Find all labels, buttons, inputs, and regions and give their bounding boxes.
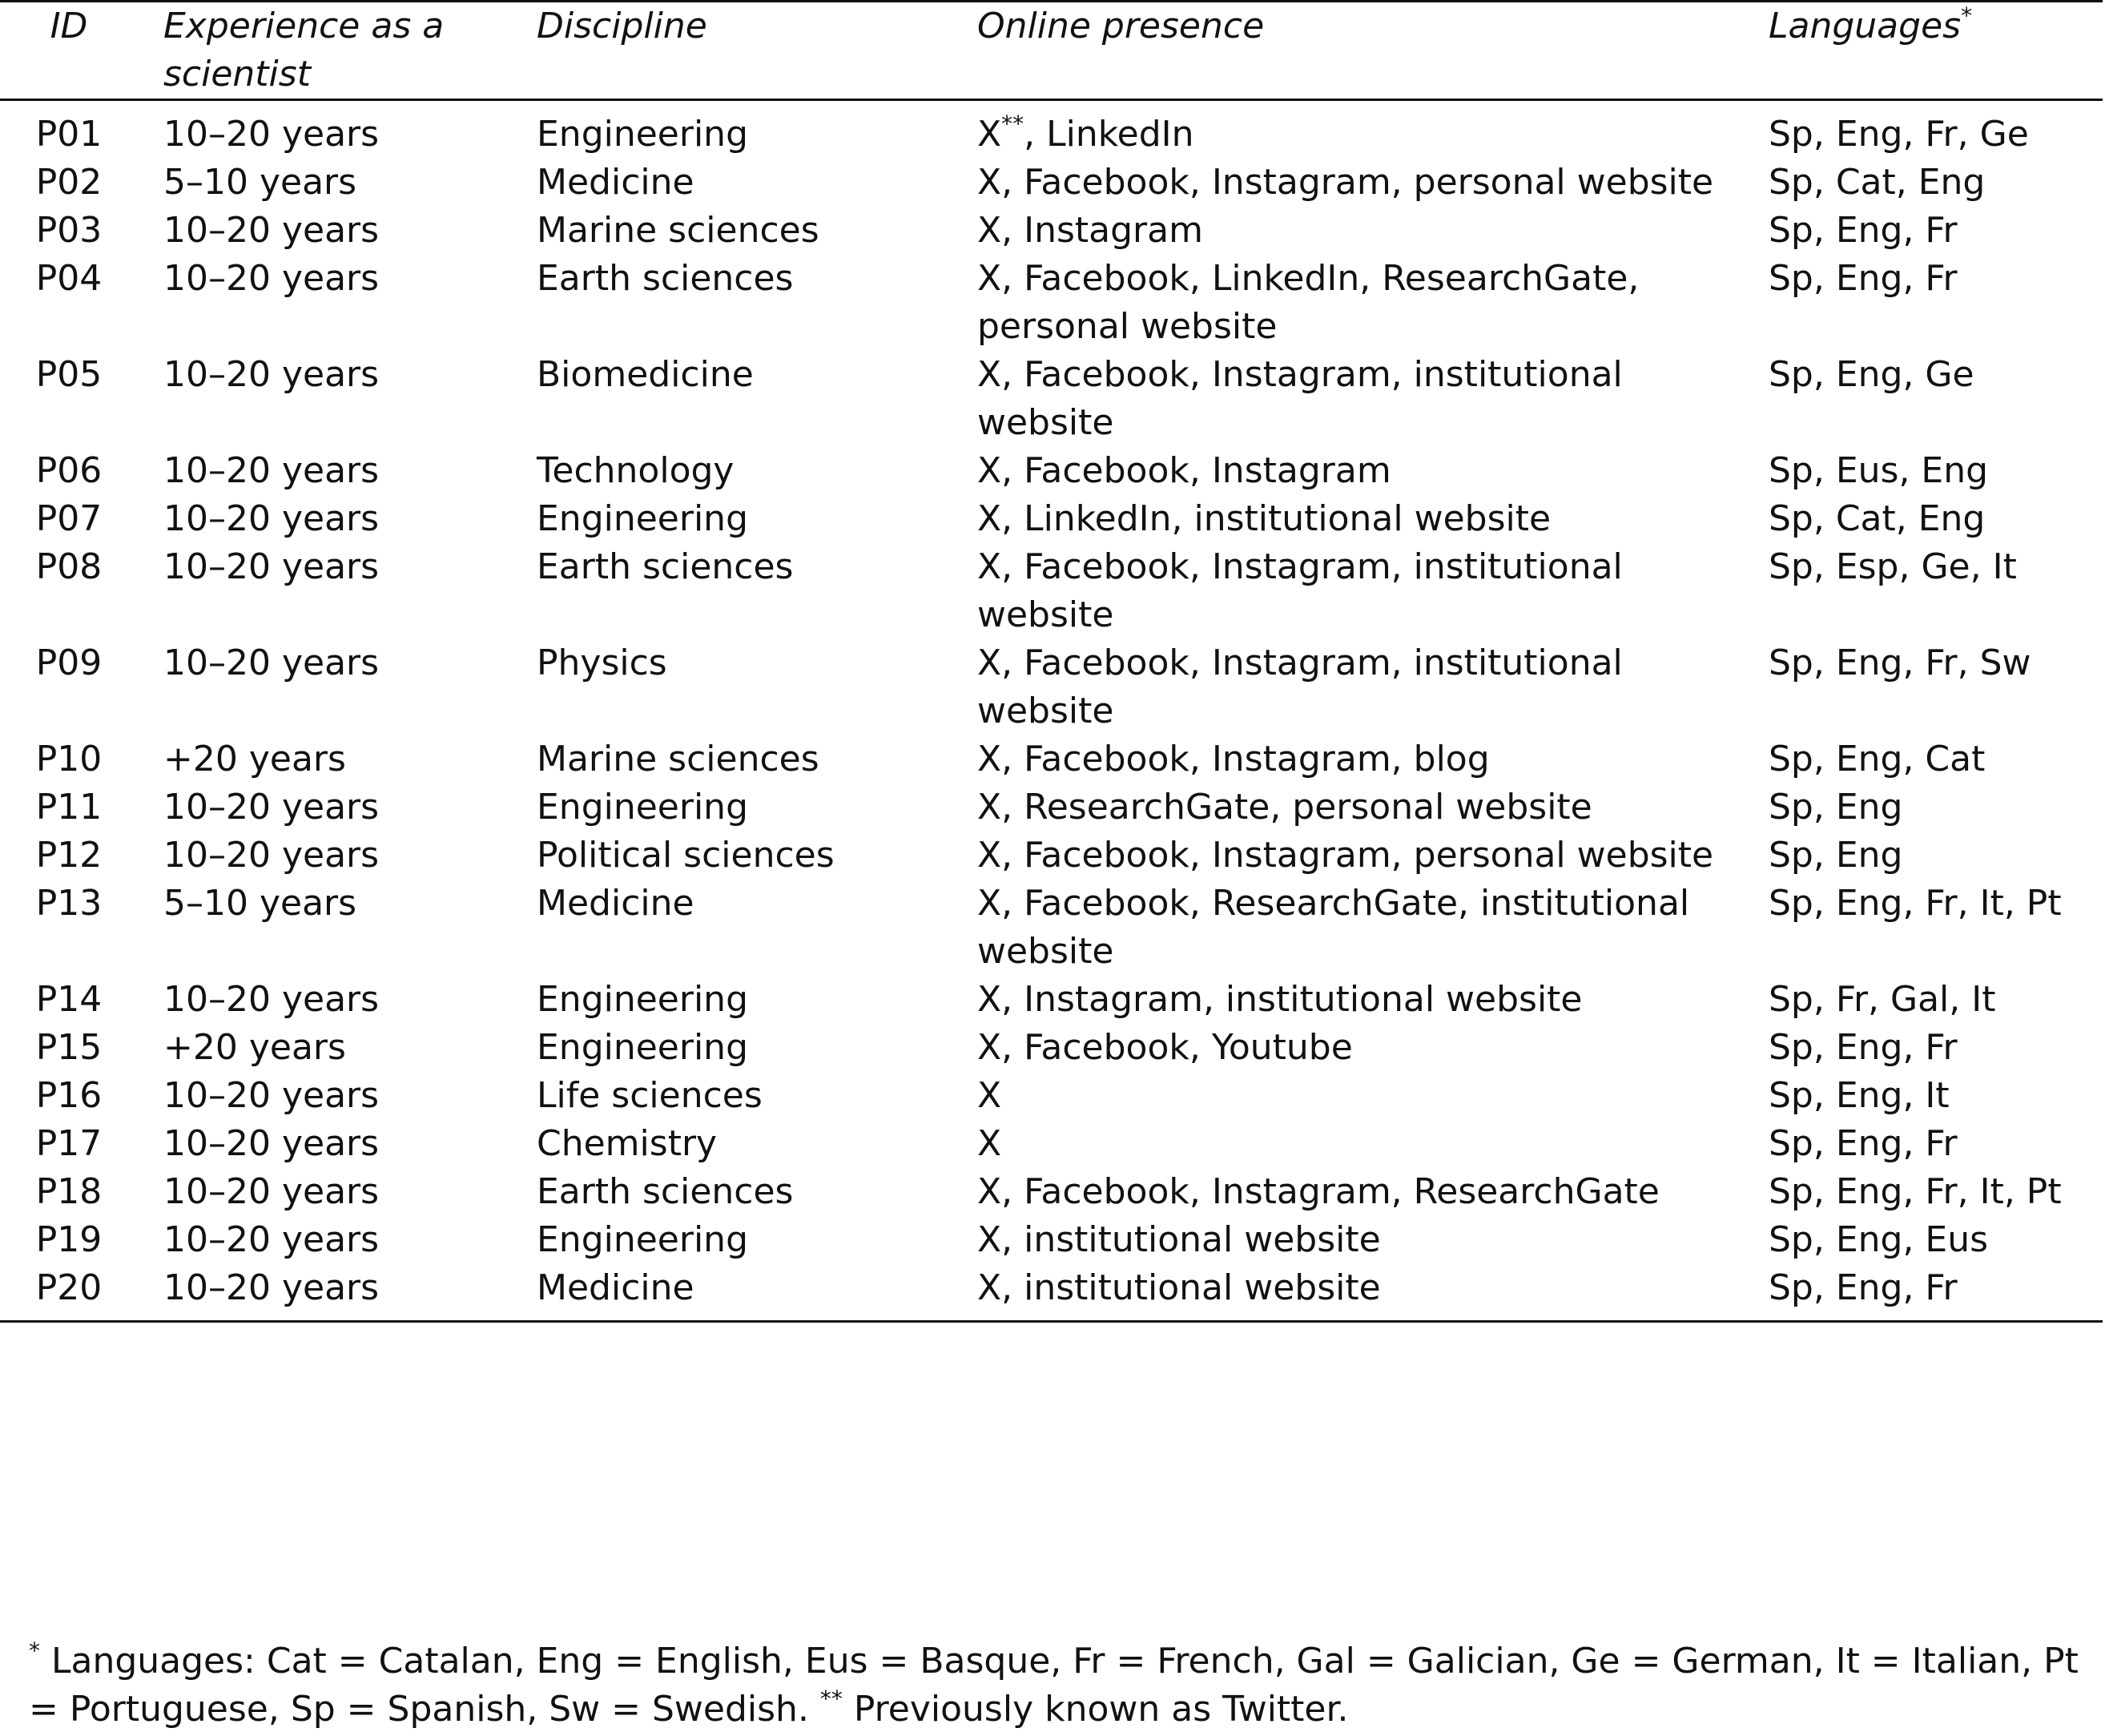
online-presence-text: X, institutional website [977, 1267, 1381, 1308]
cell-online-presence [977, 1168, 1769, 1216]
cell-discipline: Medicine [537, 883, 694, 924]
footnote-text-twitter: Previously known as Twitter. [842, 1689, 1349, 1730]
cell-experience: 10–20 years [163, 642, 380, 683]
cell-experience: 10–20 years [163, 1075, 380, 1116]
header-online-presence: Online presence [977, 6, 1265, 46]
table-row [0, 1024, 2103, 1072]
cell-discipline: Biomedicine [537, 354, 754, 395]
cell-online-presence [977, 735, 1769, 783]
cell-languages: Sp, Cat, Eng [1769, 498, 1986, 539]
cell-online-presence [977, 543, 1769, 639]
online-presence-text: X, Facebook, LinkedIn, ResearchGate, personal website [977, 258, 1640, 347]
header-row [0, 2, 2103, 100]
cell-experience: 5–10 years [163, 162, 357, 203]
online-presence-text: X [977, 1123, 1002, 1164]
table-footnote [29, 1637, 2079, 1734]
cell-languages: Sp, Fr, Gal, It [1769, 979, 1996, 1020]
cell-experience: 10–20 years [163, 979, 380, 1020]
table-row [0, 1120, 2103, 1168]
cell-id: P04 [35, 258, 103, 299]
cell-id: P03 [35, 210, 103, 251]
cell-languages: Sp, Eng [1769, 787, 1903, 828]
cell-languages: Sp, Eng, Fr, It, Pt [1769, 1171, 2062, 1212]
cell-id: P16 [35, 1075, 103, 1116]
cell-discipline: Engineering [537, 1027, 748, 1068]
cell-id: P19 [35, 1219, 103, 1260]
cell-discipline: Engineering [537, 1219, 748, 1260]
footnote-marker-1: * [29, 1637, 40, 1664]
cell-online-presence [977, 783, 1769, 832]
cell-languages: Sp, Cat, Eng [1769, 162, 1986, 203]
cell-languages: Sp, Esp, Ge, It [1769, 546, 2017, 587]
cell-languages: Sp, Eng, Fr, Sw [1769, 642, 2031, 683]
cell-online-presence [977, 639, 1769, 735]
online-presence-text: X, Instagram, institutional website [977, 979, 1583, 1020]
cell-id: P14 [35, 979, 103, 1020]
cell-discipline: Technology [537, 450, 735, 491]
cell-discipline: Earth sciences [537, 546, 794, 587]
cell-discipline: Medicine [537, 1267, 694, 1308]
table-row [0, 976, 2103, 1024]
cell-id: P06 [35, 450, 103, 491]
table-row [0, 351, 2103, 447]
cell-experience: +20 years [163, 739, 346, 779]
cell-experience: 10–20 years [163, 498, 380, 539]
cell-experience: 10–20 years [163, 354, 380, 395]
online-presence-text: X, Facebook, Instagram, institutional website [977, 354, 1623, 443]
cell-experience: 10–20 years [163, 450, 380, 491]
cell-discipline: Earth sciences [537, 258, 794, 299]
cell-id: P05 [35, 354, 103, 395]
cell-languages: Sp, Eus, Eng [1769, 450, 1989, 491]
cell-id: P09 [35, 642, 103, 683]
cell-online-presence [977, 976, 1769, 1024]
cell-discipline: Political sciences [537, 835, 835, 876]
cell-discipline: Engineering [537, 114, 748, 155]
online-presence-text: X, Facebook, Instagram, institutional website [977, 546, 1623, 635]
cell-discipline: Marine sciences [537, 739, 819, 779]
cell-online-presence [977, 1216, 1769, 1264]
table-row [0, 1264, 2103, 1322]
cell-discipline: Marine sciences [537, 210, 819, 251]
cell-experience: 10–20 years [163, 210, 380, 251]
cell-online-presence [977, 1120, 1769, 1168]
cell-languages: Sp, Eng, Fr, Ge [1769, 114, 2029, 155]
table-row [0, 100, 2103, 159]
header-languages [1769, 2, 2103, 100]
cell-id: P15 [35, 1027, 103, 1068]
online-presence-text: X, ResearchGate, personal website [977, 787, 1592, 828]
cell-experience: 5–10 years [163, 883, 357, 924]
online-presence-text-rest: , LinkedIn [1024, 114, 1194, 155]
cell-languages: Sp, Eng, Eus [1769, 1219, 1989, 1260]
cell-id: P07 [35, 498, 103, 539]
cell-id: P08 [35, 546, 103, 587]
cell-languages: Sp, Eng, It [1769, 1075, 1950, 1116]
footnote-marker: * [1961, 2, 1973, 29]
cell-online-presence [977, 832, 1769, 880]
table-row [0, 832, 2103, 880]
cell-experience: 10–20 years [163, 1267, 380, 1308]
cell-experience: 10–20 years [163, 1123, 380, 1164]
cell-online-presence [977, 447, 1769, 495]
cell-languages: Sp, Eng, Fr [1769, 1267, 1958, 1308]
table-row [0, 255, 2103, 351]
cell-online-presence [977, 495, 1769, 543]
footnote-marker-2: ** [819, 1686, 843, 1712]
cell-id: P02 [35, 162, 103, 203]
cell-id: P12 [35, 835, 103, 876]
cell-discipline: Medicine [537, 162, 694, 203]
table-row [0, 447, 2103, 495]
cell-online-presence [977, 880, 1769, 976]
cell-id: P01 [35, 114, 103, 155]
cell-experience: 10–20 years [163, 546, 380, 587]
cell-experience: 10–20 years [163, 1171, 380, 1212]
online-presence-text: X [977, 114, 1002, 155]
table-row [0, 495, 2103, 543]
cell-discipline: Engineering [537, 787, 748, 828]
cell-discipline: Chemistry [537, 1123, 718, 1164]
online-presence-text: X, institutional website [977, 1219, 1381, 1260]
cell-languages: Sp, Eng, Fr [1769, 1123, 1958, 1164]
cell-online-presence [977, 1264, 1769, 1322]
table-body [0, 100, 2103, 1322]
cell-discipline: Engineering [537, 498, 748, 539]
cell-languages: Sp, Eng [1769, 835, 1903, 876]
table-row [0, 159, 2103, 207]
cell-id: P11 [35, 787, 103, 828]
cell-languages: Sp, Eng, Fr [1769, 210, 1958, 251]
cell-online-presence [977, 100, 1769, 159]
header-experience: Experience as a scientist [163, 6, 445, 95]
online-presence-text: X, Facebook, Instagram, ResearchGate [977, 1171, 1660, 1212]
table-header [0, 2, 2103, 100]
table-row [0, 543, 2103, 639]
cell-online-presence [977, 159, 1769, 207]
cell-languages: Sp, Eng, Fr, It, Pt [1769, 883, 2062, 924]
online-presence-text: X, Facebook, ResearchGate, institutional website [977, 883, 1690, 972]
cell-experience: +20 years [163, 1027, 346, 1068]
cell-discipline: Physics [537, 642, 667, 683]
online-presence-text: X, Facebook, Instagram, institutional website [977, 642, 1623, 731]
cell-languages: Sp, Eng, Fr [1769, 258, 1958, 299]
cell-online-presence [977, 1024, 1769, 1072]
table-row [0, 735, 2103, 783]
cell-online-presence [977, 1072, 1769, 1120]
cell-id: P20 [35, 1267, 103, 1308]
online-presence-text: X, Facebook, Instagram, blog [977, 739, 1490, 779]
online-presence-text: X, Facebook, Instagram, personal website [977, 835, 1714, 876]
header-languages-label: Languages [1769, 6, 1962, 46]
online-presence-text: X, Facebook, Instagram, personal website [977, 162, 1714, 203]
header-discipline: Discipline [537, 6, 707, 46]
cell-id: P18 [35, 1171, 103, 1212]
cell-experience: 10–20 years [163, 787, 380, 828]
cell-discipline: Earth sciences [537, 1171, 794, 1212]
header-id: ID [50, 6, 88, 46]
cell-languages: Sp, Eng, Ge [1769, 354, 1974, 395]
cell-languages: Sp, Eng, Fr [1769, 1027, 1958, 1068]
cell-id: P17 [35, 1123, 103, 1164]
online-presence-text: X, Instagram [977, 210, 1203, 251]
table-row [0, 639, 2103, 735]
online-presence-text: X, Facebook, Instagram [977, 450, 1391, 491]
cell-id: P13 [35, 883, 103, 924]
online-presence-text: X, Facebook, Youtube [977, 1027, 1353, 1068]
table-row [0, 783, 2103, 832]
online-presence-text: X [977, 1075, 1002, 1116]
cell-discipline: Engineering [537, 979, 748, 1020]
cell-experience: 10–20 years [163, 1219, 380, 1260]
cell-online-presence [977, 207, 1769, 255]
online-presence-text: X, LinkedIn, institutional website [977, 498, 1552, 539]
cell-discipline: Life sciences [537, 1075, 763, 1116]
table-row [0, 207, 2103, 255]
cell-online-presence [977, 351, 1769, 447]
cell-experience: 10–20 years [163, 835, 380, 876]
cell-languages: Sp, Eng, Cat [1769, 739, 1986, 779]
table-row [0, 880, 2103, 976]
table-row [0, 1072, 2103, 1120]
cell-id: P10 [35, 739, 103, 779]
footnote-text-languages: Languages: Cat = Catalan, Eng = English, Eus = Basque, Fr = French, Gal = Galician, Ge = German, It = Italian, Pt = Portuguese, Sp = Spanish, Sw = Swedish. [29, 1641, 2079, 1730]
footnote-marker: ** [1001, 111, 1024, 137]
table-row [0, 1216, 2103, 1264]
table-row [0, 1168, 2103, 1216]
cell-experience: 10–20 years [163, 114, 380, 155]
cell-online-presence [977, 255, 1769, 351]
cell-experience: 10–20 years [163, 258, 380, 299]
